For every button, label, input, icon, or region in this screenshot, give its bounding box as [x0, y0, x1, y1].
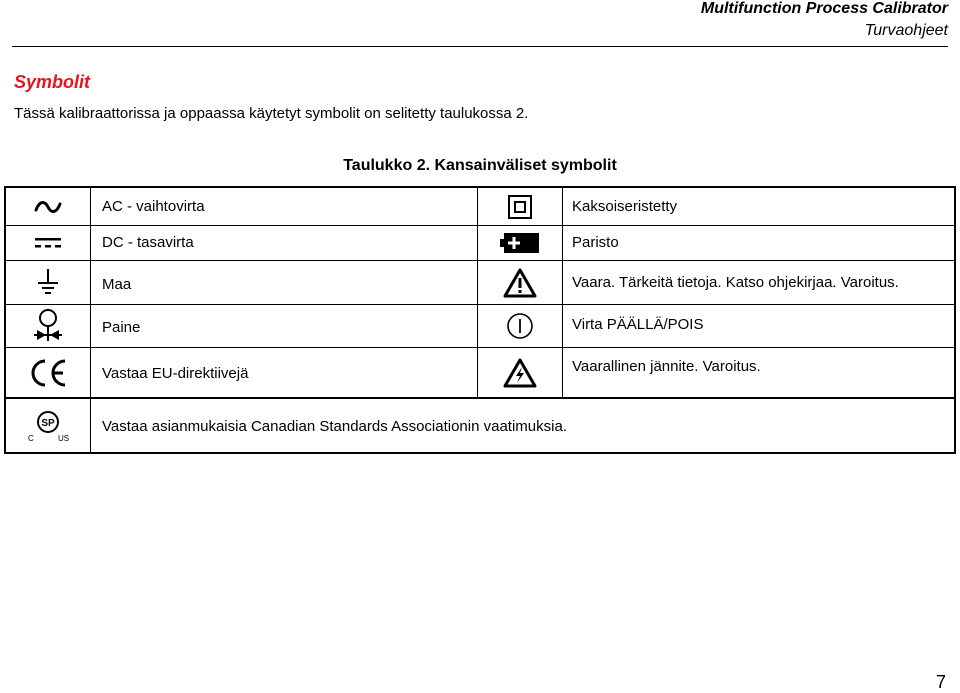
symbol-label: Vastaa asianmukaisia Canadian Standards Associationin vaatimuksia. [102, 418, 567, 435]
column-divider [90, 188, 91, 454]
symbol-label: Vaarallinen jännite. Varoitus. [572, 358, 761, 375]
ac-tilde-icon [6, 188, 90, 225]
high-voltage-icon [478, 348, 562, 397]
row-divider [6, 397, 954, 399]
svg-text:SP: SP [41, 417, 55, 429]
ce-mark-icon [6, 348, 90, 397]
svg-text:US: US [58, 433, 70, 443]
symbol-label: Vastaa EU-direktiivejä [102, 365, 249, 382]
pressure-icon [6, 305, 90, 347]
power-on-off-icon [478, 305, 562, 347]
intro-text: Tässä kalibraattorissa ja oppaassa käytetyt symbolit on selitetty taulukossa 2. [14, 105, 529, 122]
page-number: 7 [935, 672, 946, 692]
ground-icon [6, 261, 90, 304]
symbol-label: Kaksoiseristetty [572, 198, 678, 215]
double-insulated-icon [478, 188, 562, 225]
symbol-label: Maa [102, 276, 132, 293]
symbol-label: Vaara. Tärkeitä tietoja. Katso ohjekirjaa. Varoitus. [572, 274, 899, 291]
symbol-label: Paristo [572, 234, 619, 251]
dc-icon [6, 226, 90, 260]
battery-icon [478, 226, 562, 260]
symbol-label: Paine [102, 319, 141, 336]
column-divider [562, 188, 563, 397]
svg-text:C: C [28, 433, 34, 443]
header-title: Multifunction Process Calibrator [700, 0, 948, 17]
section-title: Symbolit [14, 72, 91, 92]
symbol-label: DC - tasavirta [102, 234, 194, 251]
csa-mark-icon [6, 399, 90, 454]
warning-triangle-icon [478, 261, 562, 304]
symbol-label: AC - vaihtovirta [102, 198, 205, 215]
header-subtitle: Turvaohjeet [864, 22, 948, 39]
symbol-label: Virta PÄÄLLÄ/POIS [572, 316, 704, 333]
header-rule [12, 46, 948, 47]
symbols-table [4, 186, 956, 454]
table-caption: Taulukko 2. Kansainväliset symbolit [343, 157, 617, 174]
